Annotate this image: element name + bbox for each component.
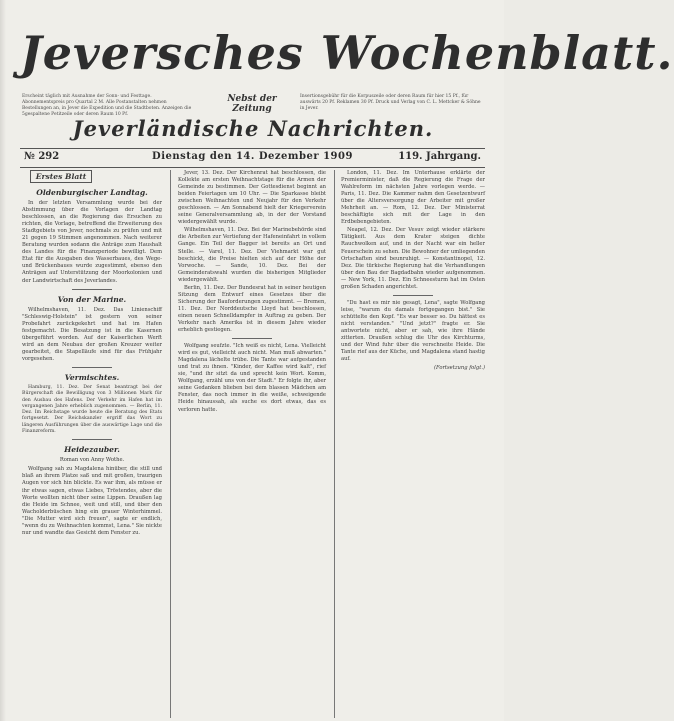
column-3 [341, 170, 485, 718]
separator [72, 439, 112, 440]
column-1 [22, 170, 162, 718]
article-vermischtes: Hamburg, 11. Dez. Der Senat beantragt bei der Bürgerschaft die Bewilligung von 3 Millionen Mark für den Ausbau des Hafens. Der Verkehr im Hafen hat im vergangenen Jahre erheblich zugenommen. — Berlin, 11. Dez. Im Reichstage wurde heute die Beratung des Etats fortgesetzt. Der Reichskanzler ergriff das Wort zu längeren Ausführungen über die auswärtige Lage und die Finanzreform. [22, 384, 162, 435]
news-reich: Berlin, 11. Dez. Der Bundesrat hat in seiner heutigen Sitzung dem Entwurf eines Gesetzes über die Sicherung der Bauforderungen zugestimmt. — Bremen, 11. Dez. Der Norddeutsche Lloyd hat beschlossen, einen neuen Schnelldampfer in Auftrag zu geben. Der Verkehr nach Amerika ist in diesem Jahre wieder erheblich gestiegen. [178, 284, 326, 334]
article-marine: Wilhelmshaven, 11. Dez. Das Linienschiff "Schleswig-Holstein" ist gestern von seiner Probefahrt zurückgekehrt und hat im Hafen festgemacht. Die Besatzung ist in die Kasernen übergeführt worden. Auf der Kaiserlichen Werft wird an dem Neubau der großen Kreuzer weiter gearbeitet, die Stapelläufe sind für das Frühjahr vorgesehen. [22, 306, 162, 362]
feuilleton-end: "Du hast es mir nie gesagt, Lena", sagte Wolfgang leise, "warum du damals fortgegangen bist." Sie schüttelte den Kopf. "Es war besser so. Du hättest es nicht verstanden." "Und jetzt?" fragte er. Sie antwortete nicht, aber er sah, wie ihre Hände zitterten. Draußen schlug die Uhr des Kirchturms, und der Wind fuhr über die verschneite Heide. Die Tante rief aus der Küche, und Magdalena stand hastig auf. [341, 299, 485, 363]
scan-edge [0, 0, 6, 721]
feuilleton-author: Roman von Anny Wothe. [59, 457, 125, 464]
separator [232, 338, 272, 339]
separator [72, 367, 112, 368]
continuation-note: (Fortsetzung folgt.) [433, 365, 485, 372]
heading-landtag: Oldenburgischer Landtag. [36, 188, 148, 197]
local-news-region: Wilhelmshaven, 11. Dez. Bei der Marinebehörde sind die Arbeiten zur Vertiefung der Hafeneinfahrt in vollem Gange. Ein Teil der Bagger ist bereits an Ort und Stelle. — Varel, 11. Dez. Der Viehmarkt war gut beschickt, die Preise hielten sich auf der Höhe der Vorwoche. — Sande, 10. Dez. Bei der Gemeinderatswahl wurden die bisherigen Mitglieder wiedergewählt. [178, 227, 326, 283]
first-sheet-label: Erstes Blatt [30, 170, 92, 183]
volume-year: 119. Jahrgang. [398, 151, 481, 162]
separator [72, 289, 112, 290]
feuilleton-text: Wolfgang sah zu Magdalena hinüber, die still und blaß an ihrem Platze saß und mit großen, traurigen Augen vor sich hin blickte. Es war ihm, als müsse er ihr etwas sagen, etwas Liebes, Tröstendes, aber die Worte wollten nicht über seine Lippen. Draußen lag die Heide im Schnee, weit und still, und über den Wacholderbüschen hing ein grauer Winterhimmel. "Die Mutter wird sich freuen", sagte er endlich, "wenn du zu Weihnachten kommst, Lena." Sie nickte nur und wandte das Gesicht dem Fenster zu. [22, 466, 162, 536]
section-title: Jeverländische Nachrichten. [72, 116, 434, 141]
top-rule [20, 148, 485, 149]
publisher-info: Insertionsgebühr für die Korpuszeile oder deren Raum für hier 15 Pf., für auswärts 20 Pf. Reklamen 30 Pf. Druck und Verlag von C. L. Mettcker & Söhne in Jever. [300, 94, 481, 111]
foreign-news-2: Neapel, 12. Dez. Der Vesuv zeigt wieder stärkere Tätigkeit. Aus dem Krater steigen dichte Rauchwolken auf, und in der Nacht war ein heller Feuerschein zu sehen. Die Bewohner der umliegenden Ortschaften sind beunruhigt. — Konstantinopel, 12. Dez. Die türkische Regierung hat die Verhandlungen über den Bau der Bagdadbahn wieder aufgenommen. — New York, 11. Dez. Ein Schneesturm hat im Osten großen Schaden angerichtet. [341, 227, 485, 290]
issue-number: № 292 [24, 151, 60, 162]
local-news-jever: Jever, 13. Dez. Der Kirchenrat hat beschlossen, die Kollekte am ersten Weihnachtstage für die Armen der Gemeinde zu bestimmen. Der Gottesdienst beginnt an beiden Feiertagen um 10 Uhr. — Die Sparkasse bleibt zwischen Weihnachten und Neujahr für den Verkehr geschlossen. — Am Sonnabend hielt der Kriegerverein seine Generalversammlung ab, in der der Vorstand wiedergewählt wurde. [178, 170, 326, 226]
bottom-rule [20, 167, 485, 168]
issue-date: Dienstag den 14. Dezember 1909 [152, 151, 353, 162]
tagline: Nebst der Zeitung [227, 94, 277, 114]
dateline [20, 150, 485, 166]
heading-feuilleton: Heidezauber. [64, 445, 120, 455]
foreign-news: London, 11. Dez. Im Unterhause erklärte der Premierminister, daß die Regierung die Frage der Wahlreform im nächsten Jahre vorlegen werde. — Paris, 11. Dez. Die Kammer nahm den Gesetzentwurf über die Altersversorgung der Arbeiter mit großer Mehrheit an. — Rom, 12. Dez. Der Ministerrat beschäftigte sich mit der Lage in den Erdbebengebieten. [341, 170, 485, 226]
separator [393, 295, 433, 296]
article-landtag: In der letzten Versammlung wurde bei der Abstimmung über die Vorlagen der Landtag beschlossen, an die Regierung das Ersuchen zu richten, die Vorlage, betreffend die Erweiterung des Stadtgebiets von Jever, nochmals zu prüfen und mit 21 gegen 19 Stimmen angenommen. Nach weiterer Beratung wurden sodann die Anträge zum Haushalt des Landes für die Finanzperiode bewilligt. Dem Etat für die Ausgaben des Wasserbaues, des Wege- und Brückenbaues wurde zugestimmt, ebenso den Anträgen auf Unterstützung der Moorkolonien und der Landwirtschaft des Jeverlandes. [22, 200, 162, 284]
masthead-title: Jeversches Wochenblatt. [20, 26, 674, 80]
column-divider-2 [334, 170, 335, 718]
column-divider-1 [170, 170, 171, 718]
subscription-info: Erscheint täglich mit Ausnahme der Sonn- und Festtage. Abonnementspreis pro Quartal 2 M. Alle Postanstalten nehmen Bestellungen an, in Jever die Expedition und die Stadtboten. Anzeigen die 5gespaltene Petitzeile oder deren Raum 10 Pf. [22, 94, 192, 117]
feuilleton-continued: Wolfgang seufzte. "Ich weiß es nicht, Lena. Vielleicht wird es gut, vielleicht auch nicht. Man muß abwarten." Magdalena lächelte trübe. Die Tante war aufgestanden und trat zu ihnen. "Kinder, der Kaffee wird kalt", rief sie, "und ihr sitzt da und sprecht kein Wort. Komm, Wolfgang, erzähl uns von der Stadt." Er folgte ihr, aber seine Gedanken blieben bei dem blassen Mädchen am Fenster, das noch immer in die weiße, schweigende Heide hinaussah, als suche es dort etwas, das es verloren hatte. [178, 343, 326, 413]
heading-vermischtes: Vermischtes. [64, 372, 120, 382]
column-2 [178, 170, 326, 718]
heading-marine: Von der Marine. [57, 294, 127, 304]
